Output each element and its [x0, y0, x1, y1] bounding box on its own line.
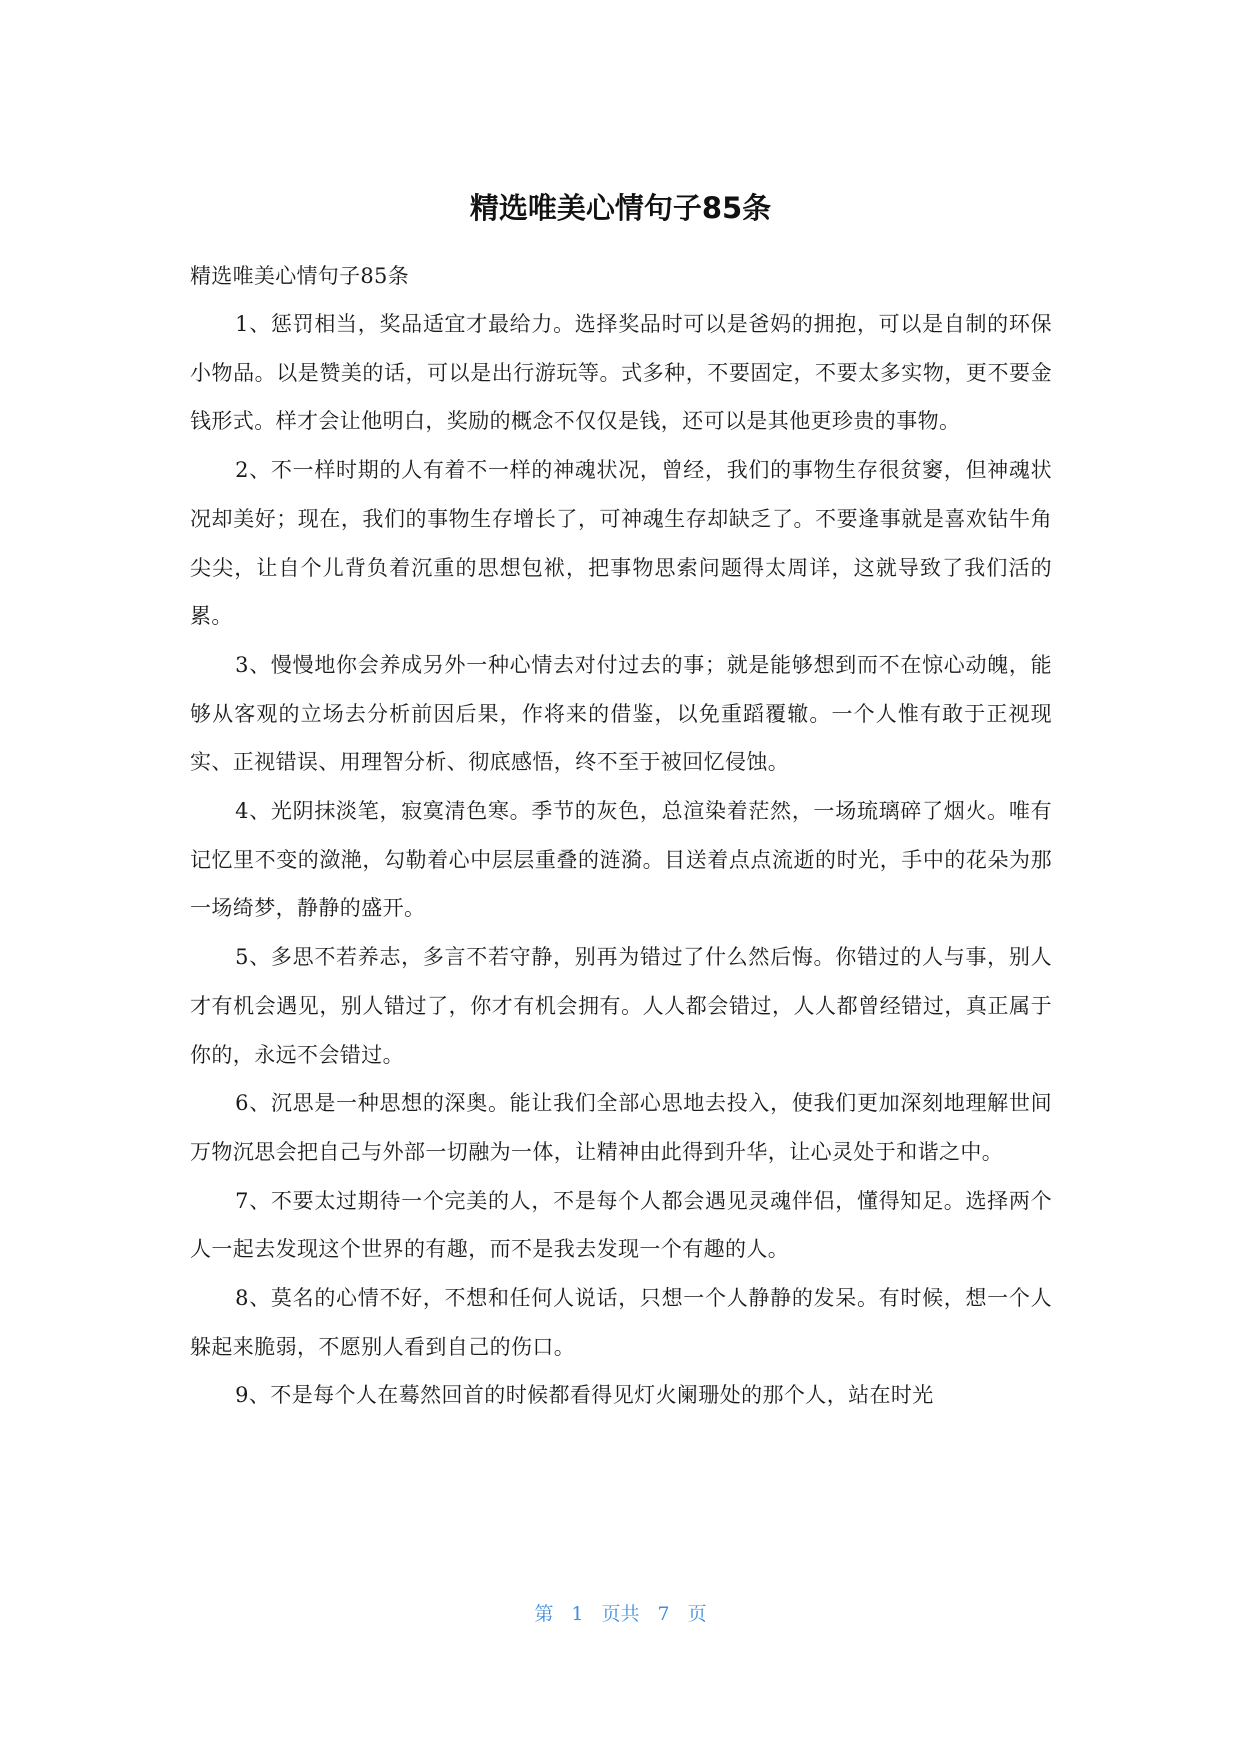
footer-current-page: 1	[571, 1603, 584, 1625]
page-title: 精选唯美心情句子85条	[469, 191, 772, 225]
footer-total-pages: 7	[657, 1603, 670, 1625]
paragraph-4: 4、光阴抹淡笔，寂寞清色寒。季节的灰色，总渲染着茫然，一场琉璃碎了烟火。唯有记忆里不变的潋滟，勾勒着心中层层重叠的涟漪。目送着点点流逝的时光，手中的花朵为那一场绮梦，静静的盛开。	[190, 799, 1052, 921]
page-footer	[0, 1600, 1241, 1628]
paragraph-7: 7、不要太过期待一个完美的人，不是每个人都会遇见灵魂伴侣，懂得知足。选择两个人一起去发现这个世界的有趣，而不是我去发现一个有趣的人。	[190, 1188, 1052, 1262]
document-body	[190, 252, 1052, 1420]
footer-mid: 页共	[601, 1603, 640, 1625]
paragraph-1: 1、惩罚相当，奖品适宜才最给力。选择奖品时可以是爸妈的拥抱，可以是自制的环保小物品。以是赞美的话，可以是出行游玩等。式多种，不要固定，不要太多实物，更不要金钱形式。样才会让他明白，奖励的概念不仅仅是钱，还可以是其他更珍贵的事物。	[190, 312, 1052, 434]
paragraph-3: 3、慢慢地你会养成另外一种心情去对付过去的事；就是能够想到而不在惊心动魄，能够从客观的立场去分析前因后果，作将来的借鉴，以免重蹈覆辙。一个人惟有敢于正视现实、正视错误、用理智分析、彻底感悟，终不至于被回忆侵蚀。	[190, 652, 1052, 775]
paragraph-6: 6、沉思是一种思想的深奥。能让我们全部心思地去投入，使我们更加深刻地理解世间万物沉思会把自己与外部一切融为一体，让精神由此得到升华，让心灵处于和谐之中。	[190, 1091, 1052, 1164]
footer-prefix: 第	[534, 1603, 554, 1625]
footer-suffix: 页	[687, 1603, 707, 1625]
paragraph-9: 9、不是每个人在蓦然回首的时候都看得见灯火阑珊处的那个人，站在时光	[235, 1383, 934, 1408]
paragraph-2: 2、不一样时期的人有着不一样的神魂状况，曾经，我们的事物生存很贫窭，但神魂状况却美好；现在，我们的事物生存增长了，可神魂生存却缺乏了。不要逢事就是喜欢钻牛角尖尖，让自个儿背负着沉重的思想包袱，把事物思索问题得太周详，这就导致了我们活的累。	[190, 458, 1052, 629]
paragraph-8: 8、莫名的心情不好，不想和任何人说话，只想一个人静静的发呆。有时候，想一个人躲起来脆弱，不愿别人看到自己的伤口。	[190, 1286, 1052, 1359]
document-subtitle: 精选唯美心情句子85条	[190, 264, 410, 288]
paragraph-5: 5、多思不若养志，多言不若守静，别再为错过了什么然后悔。你错过的人与事，别人才有机会遇见，别人错过了，你才有机会拥有。人人都会错过，人人都曾经错过，真正属于你的，永远不会错过。	[190, 945, 1052, 1067]
